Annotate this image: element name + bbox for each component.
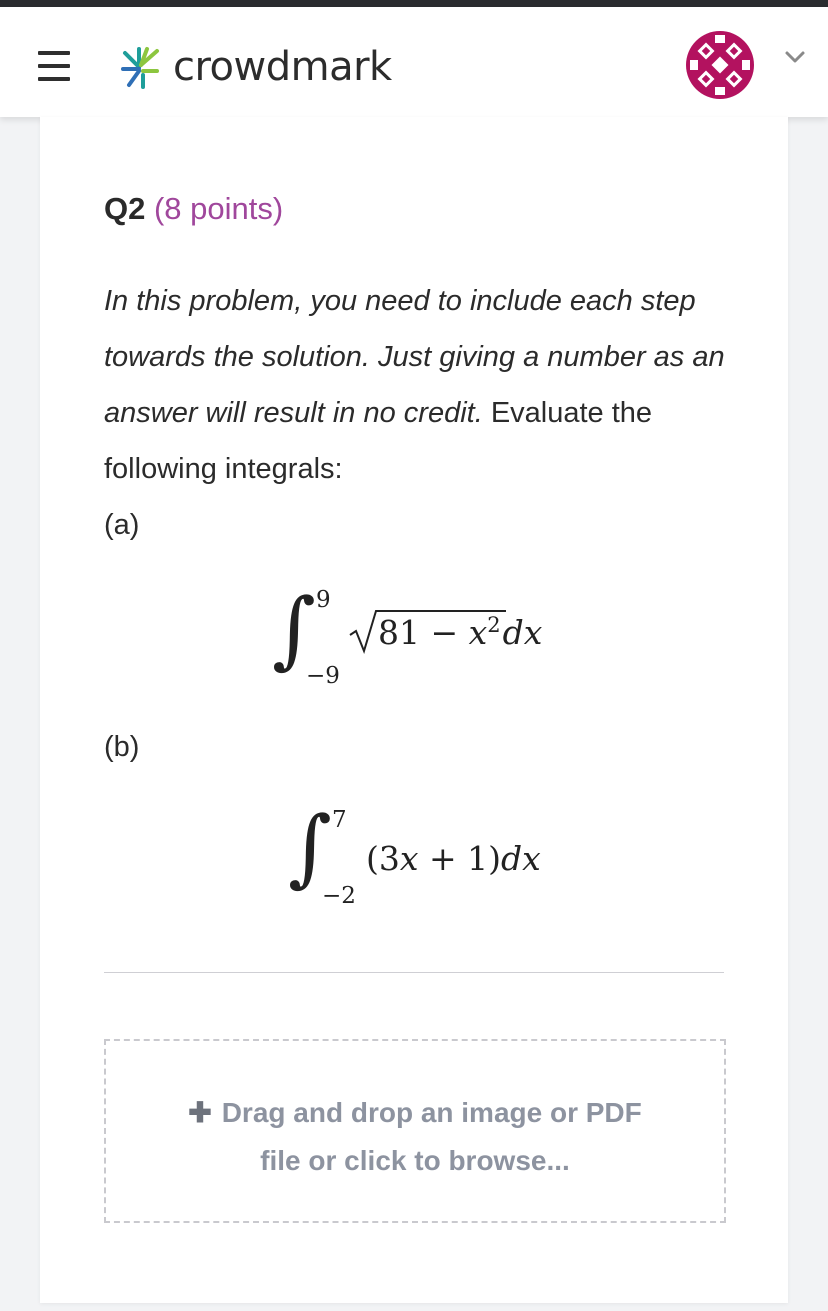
app-header: [0, 7, 828, 117]
integrand-open: (3: [366, 839, 400, 878]
integrand: [366, 839, 541, 878]
integral-sign: ∫: [288, 798, 332, 896]
differential: dx: [501, 839, 541, 878]
instructions-plain: Evaluate the following integrals:: [104, 397, 653, 485]
integral-b: [288, 798, 608, 915]
section-divider: [104, 972, 724, 973]
upload-label-line2: file or click to browse...: [260, 1145, 570, 1176]
plus-icon: ✚: [188, 1097, 212, 1128]
upload-label-line1: Drag and drop an image or PDF: [221, 1097, 642, 1128]
lower-limit: −2: [322, 883, 356, 909]
integrand-exponent: 2: [487, 613, 501, 637]
lower-limit: −9: [306, 663, 340, 689]
part-b-label: (b): [104, 731, 140, 763]
question-points: (8 points): [153, 191, 284, 226]
integrand-variable: x: [468, 613, 488, 652]
integrand-variable: x: [399, 839, 419, 878]
upper-limit: 7: [332, 807, 347, 833]
integral-sign: ∫: [272, 580, 316, 678]
upper-limit: 9: [316, 587, 331, 613]
crowdmark-logo-icon: [117, 43, 165, 91]
part-a-label: (a): [104, 509, 140, 541]
question-card: [40, 117, 788, 1303]
question-title: [104, 191, 283, 227]
upload-instructions: [106, 1089, 724, 1185]
chevron-down-icon[interactable]: [783, 45, 807, 69]
crowdmark-logo[interactable]: [117, 37, 392, 97]
differential: dx: [502, 613, 543, 652]
app-name: crowdmark: [173, 44, 392, 90]
integrand: [378, 613, 542, 652]
question-number: Q2: [104, 191, 146, 226]
upload-dropzone[interactable]: [104, 1039, 726, 1223]
hamburger-icon[interactable]: [38, 51, 70, 81]
integrand-constant: 81 −: [378, 613, 469, 652]
question-instructions: [104, 273, 744, 497]
integrand-rest: + 1): [418, 839, 501, 878]
instructions-italic: In this problem, you need to include each step towards the solution. Just giving a number as an answer will result in no credit.: [104, 285, 725, 429]
integral-a: [272, 580, 592, 697]
avatar[interactable]: [684, 29, 756, 101]
status-strip: [0, 0, 828, 7]
